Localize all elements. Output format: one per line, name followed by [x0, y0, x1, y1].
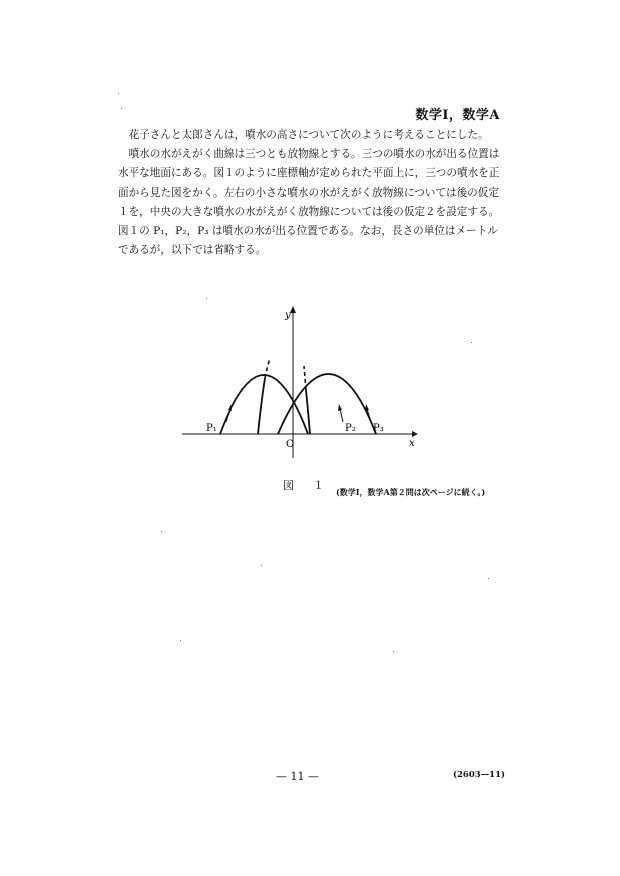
y-axis-arrow [290, 306, 296, 313]
p3-label: P₃ [373, 423, 384, 434]
p2-label: P₂ [345, 423, 356, 434]
scan-speck [180, 640, 181, 641]
scan-speck [118, 93, 119, 94]
center-parabola-right [306, 390, 310, 434]
p3-arrowhead [365, 404, 369, 411]
center-parabola-left [258, 378, 265, 434]
scan-speck [488, 578, 489, 579]
setup-paragraph: 噴水の水がえがく曲線は三つとも放物線とする。三つの噴水の水が出る位置は水平な地面にある。図１のように座標軸が定められた平面上に，三つの噴水を正面から見た図をかく。左右の小さな噴水の水がえがく放物線については後の仮定１を，中央の大きな噴水の水がえがく放物線については後の仮定２を設定する。図１の P₁，P₂，P₃ は噴水の水が出る位置である。なお，長さの単位はメートルであるが，以下では省略する。 [118, 148, 500, 257]
y-axis-label: y [285, 310, 291, 321]
x-axis-label: x [409, 438, 415, 449]
figure-caption: 図 １ [283, 479, 328, 492]
scan-speck [471, 342, 472, 343]
scan-speck [121, 108, 122, 109]
p1-arrowhead [228, 404, 232, 411]
fountain-diagram [180, 300, 420, 460]
scan-speck [393, 651, 394, 652]
section-title: 数学Ⅰ，数学A [415, 108, 500, 123]
origin-label: O [286, 439, 295, 450]
p2-direction-arrow [340, 409, 343, 422]
scan-speck [161, 531, 162, 532]
page-number: — 11 — [276, 770, 319, 783]
intro-paragraph: 花子さんと太郎さんは，噴水の高さについて次のように考えることにした。 [128, 129, 489, 141]
p2-arrowhead [338, 404, 342, 411]
scan-speck [261, 565, 262, 566]
page-code: (2603—11) [453, 770, 506, 780]
problem-text [118, 126, 503, 260]
figure-1 [180, 300, 420, 460]
p1-label: P₁ [206, 423, 217, 434]
x-axis-arrow [412, 431, 418, 437]
continued-note: (数学Ⅰ，数学A第２問は次ページに続く。) [336, 487, 486, 497]
scan-speck [206, 298, 207, 299]
